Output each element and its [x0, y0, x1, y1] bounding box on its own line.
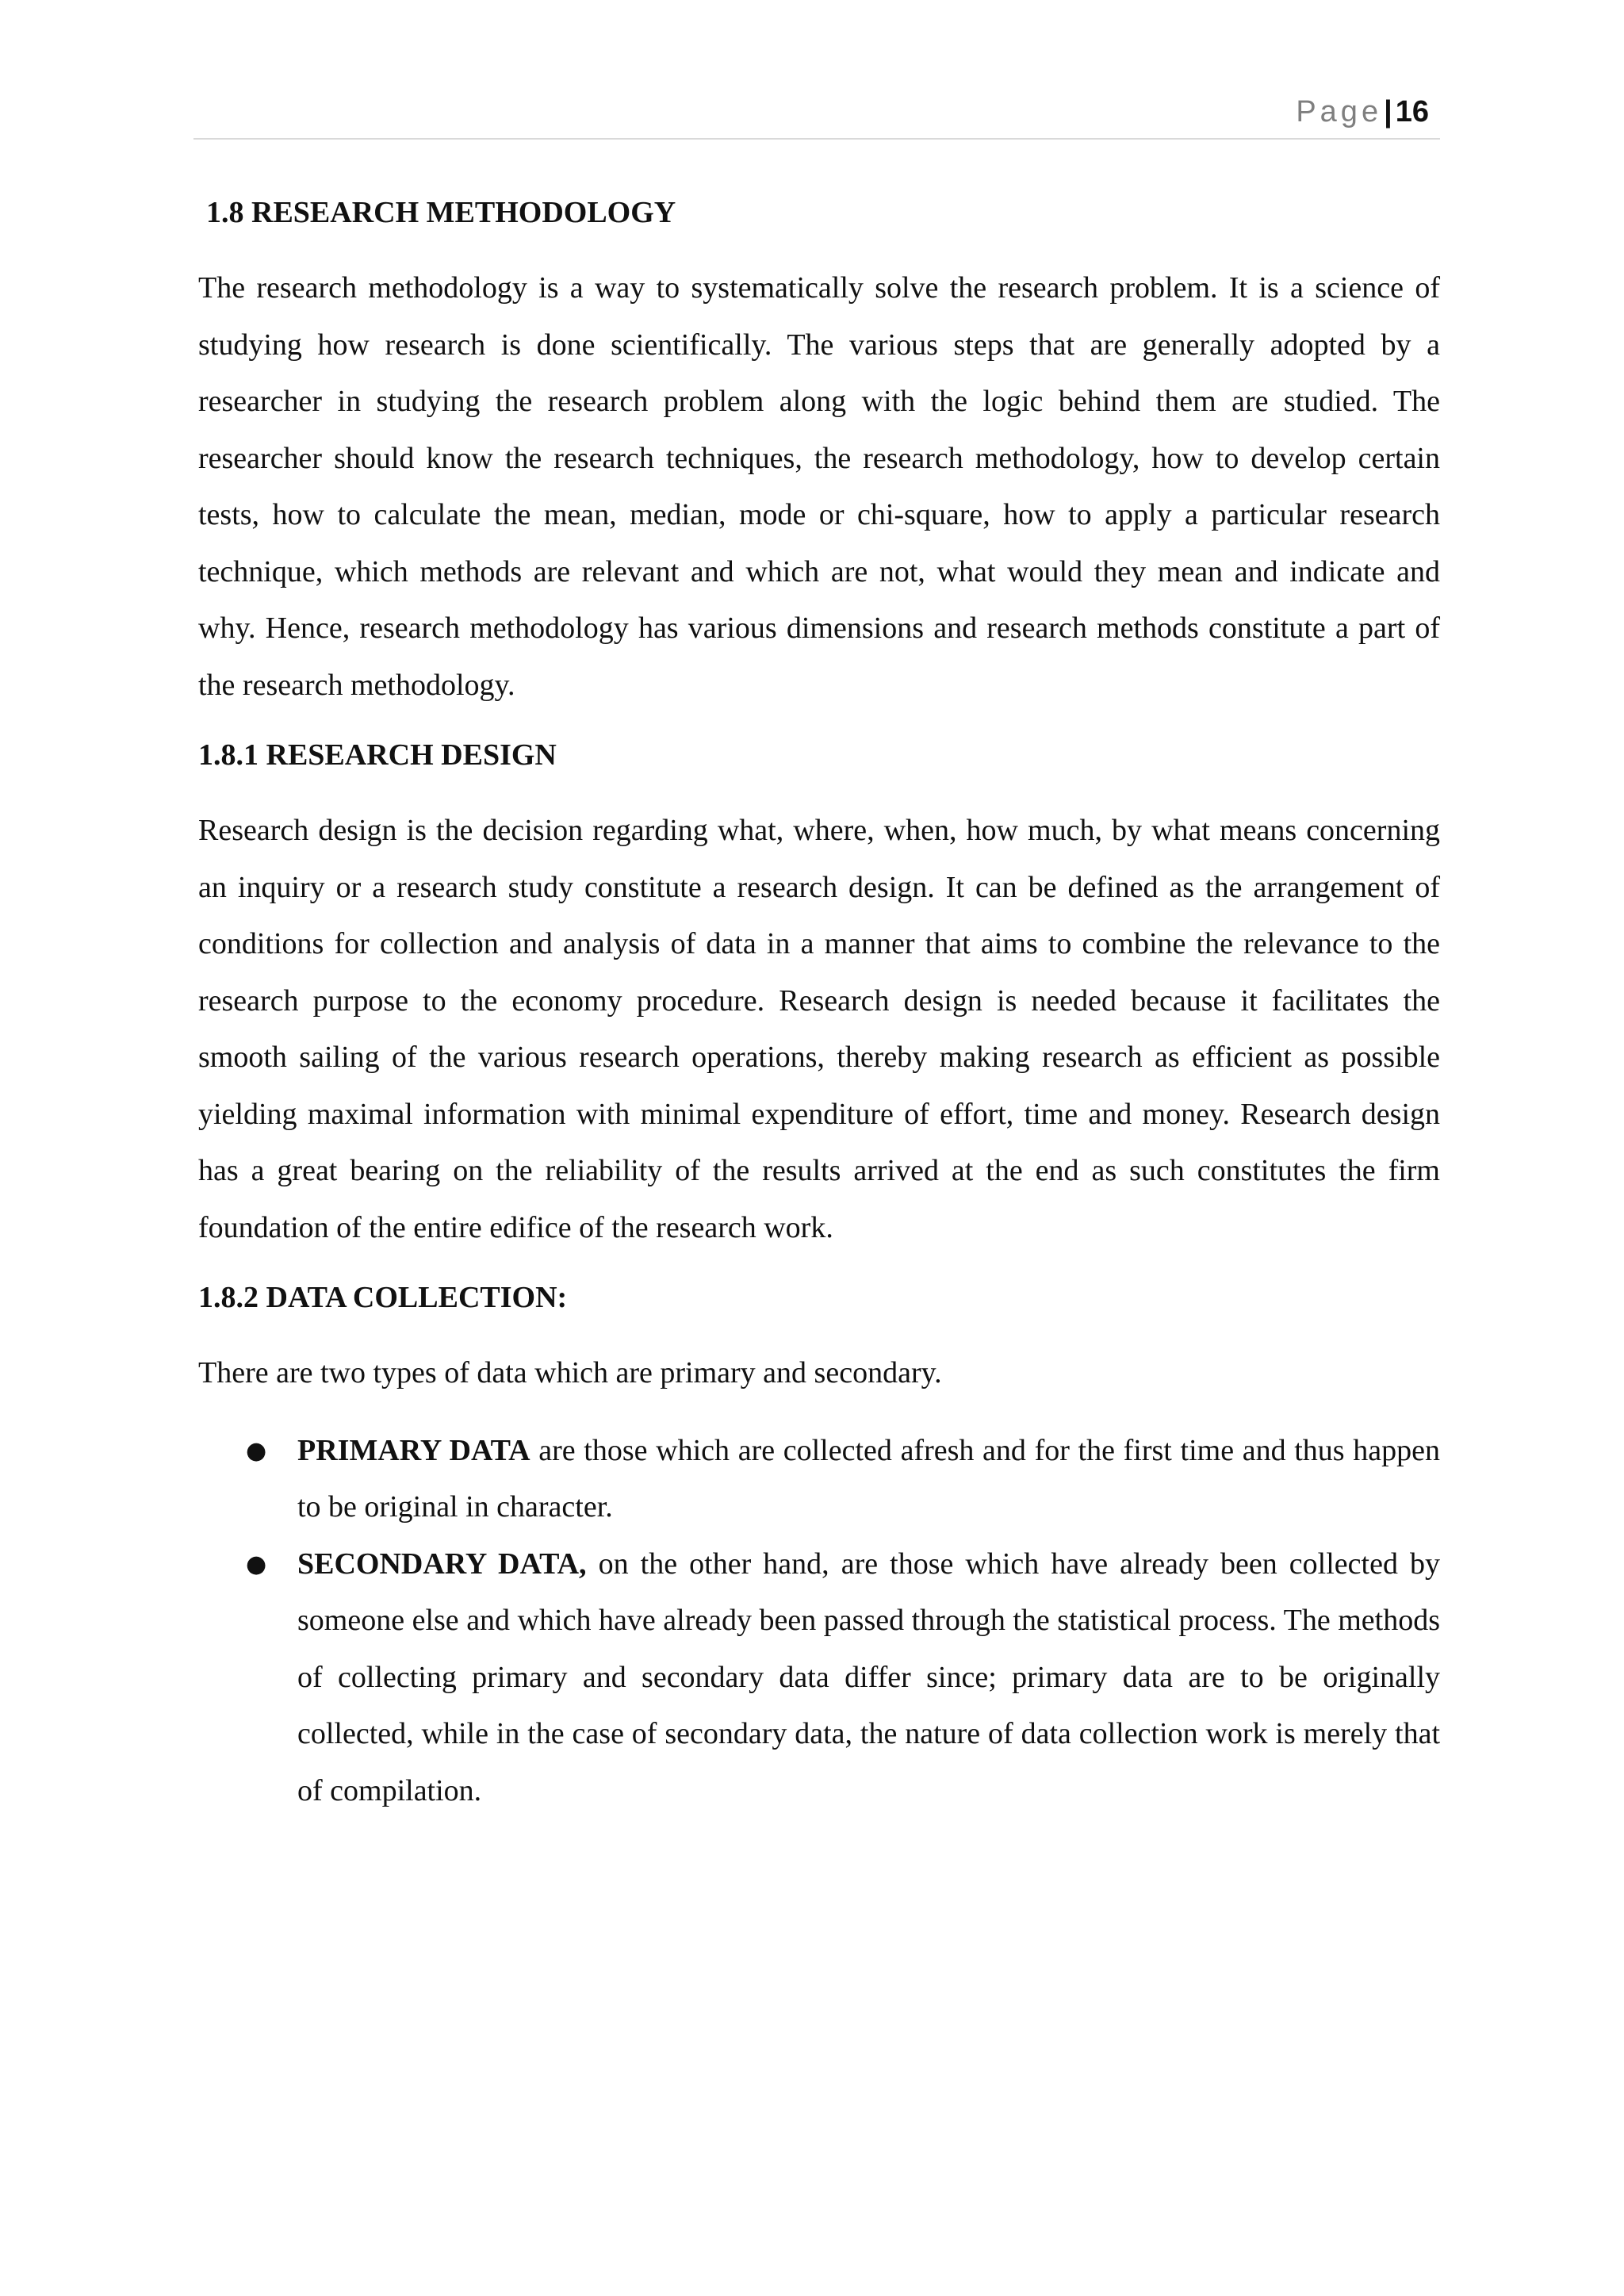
- list-item-primary-data: [198, 1423, 1440, 1536]
- section-heading-research-design: 1.8.1 RESEARCH DESIGN: [198, 738, 557, 772]
- section-heading-research-methodology: 1.8 RESEARCH METHODOLOGY: [206, 196, 676, 229]
- bullet-icon: ●: [246, 1550, 267, 1578]
- paragraph-research-design: Research design is the decision regarding what, where, when, how much, by what means concerning an inquiry or a research study constitute a research design. It can be defined as the arrangement of conditions for collection and analysis of data in a manner that aims to combine the relevance to the research purpose to the economy procedure. Research design is needed because it facilitates the smooth sailing of the various research operations, thereby making research as efficient as possible yielding maximal information with minimal expenditure of effort, time and money. Research design has a great bearing on the reliability of the results arrived at the end as such constitutes the firm foundation of the entire edifice of the research work.: [198, 814, 1440, 1244]
- section-heading-data-collection: 1.8.2 DATA COLLECTION:: [198, 1281, 568, 1314]
- description-primary-data: are those which are collected afresh and for the first time and thus happen to be original in character.: [297, 1433, 1440, 1524]
- list-item-secondary-data: [198, 1536, 1440, 1820]
- document-body: [198, 189, 1440, 1819]
- term-primary-data: PRIMARY DATA: [297, 1433, 530, 1467]
- page-separator: |: [1384, 95, 1392, 128]
- bullet-icon: ●: [246, 1436, 267, 1465]
- paragraph-data-collection-intro: There are two types of data which are primary and secondary.: [198, 1356, 942, 1389]
- page-number-label: [1296, 97, 1429, 127]
- description-secondary-data: on the other hand, are those which have already been collected by someone else and which have already been passed through the statistical process. The methods of collecting primary and secondary data differ since; primary data are to be originally collected, while in the case of secondary data, the nature of data collection work is merely that of compilation.: [297, 1547, 1440, 1807]
- data-types-list: [198, 1423, 1440, 1820]
- page-number: 16: [1395, 95, 1429, 128]
- page-header: [193, 94, 1440, 140]
- page-word: Page: [1296, 95, 1383, 128]
- term-secondary-data: SECONDARY DATA,: [297, 1547, 587, 1581]
- paragraph-research-methodology: The research methodology is a way to systematically solve the research problem. It is a science of studying how research is done scientifically. The various steps that are generally adopted by a researcher in studying the research problem along with the logic behind them are studied. The researcher should know the research techniques, the research methodology, how to develop certain tests, how to calculate the mean, median, mode or chi-square, how to apply a particular research technique, which methods are relevant and which are not, what would they mean and indicate and why. Hence, research methodology has various dimensions and research methods constitute a part of the research methodology.: [198, 271, 1440, 702]
